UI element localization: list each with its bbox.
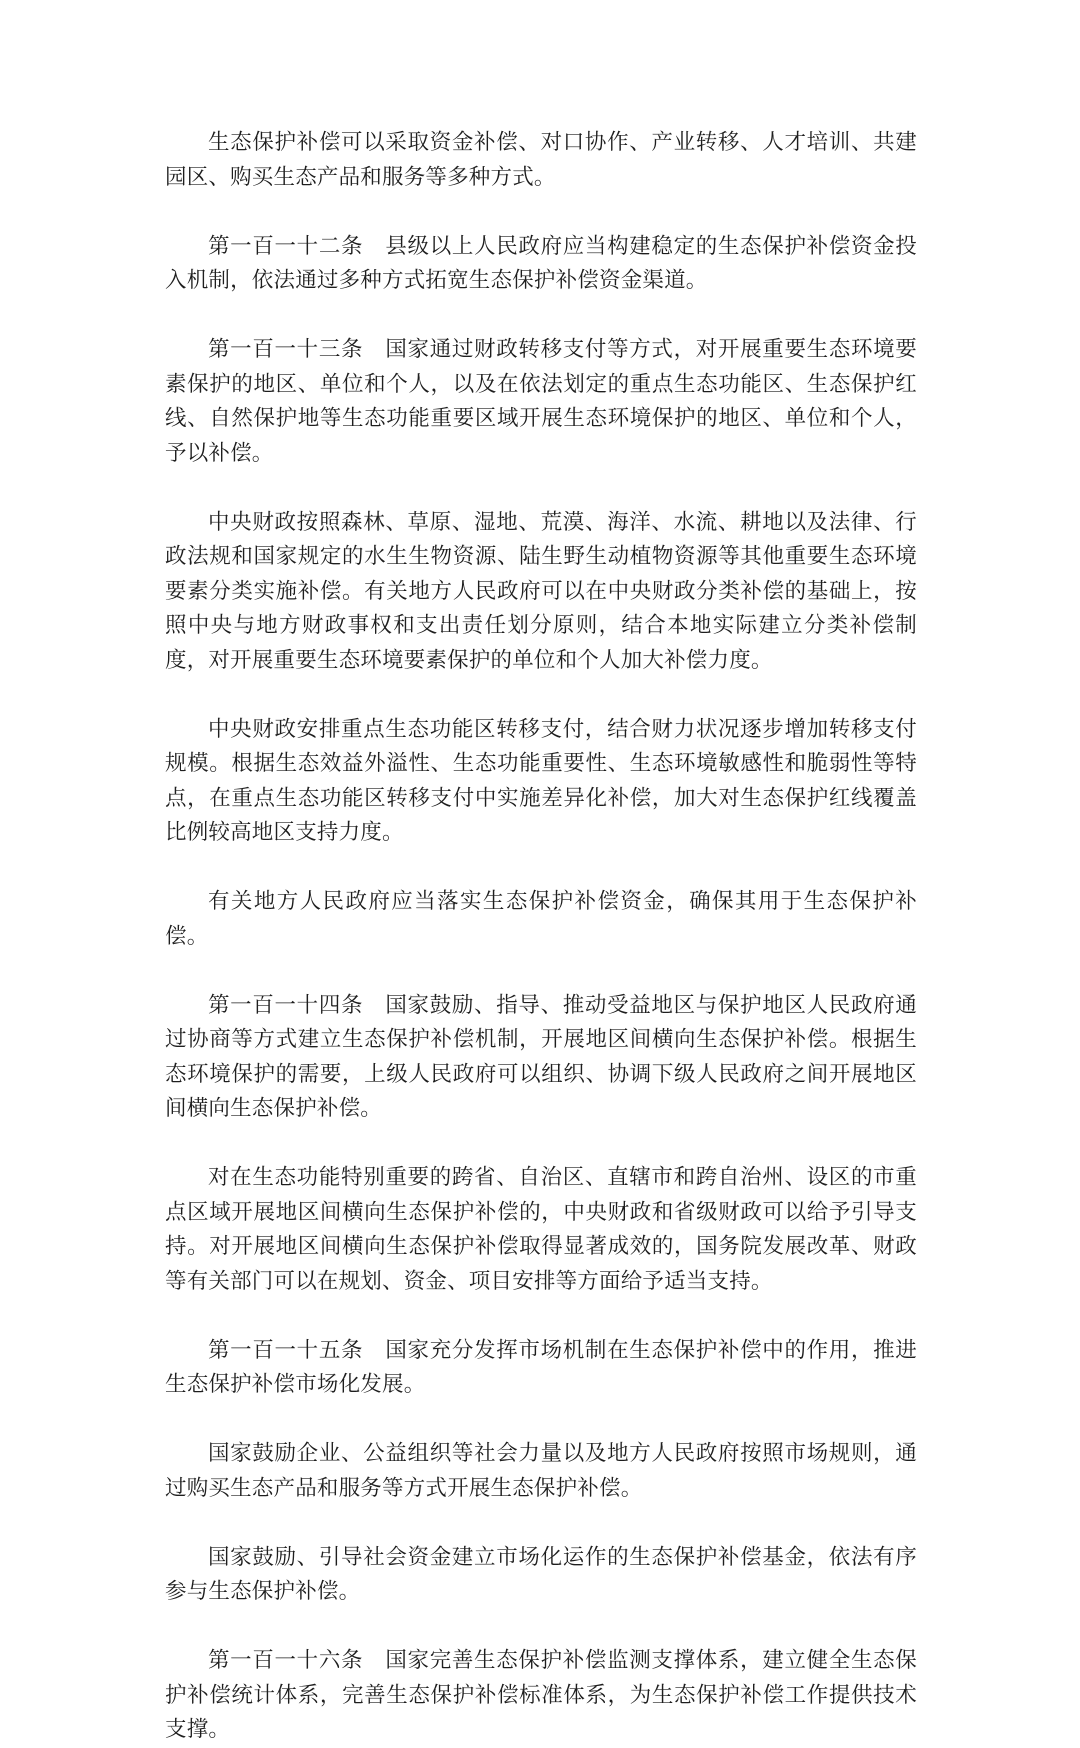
article-116-paragraph: 第一百一十六条 国家完善生态保护补偿监测支撑体系，建立健全生态保护补偿统计体系，完善生态保护补偿标准体系，为生态保护补偿工作提供技术支撑。 (165, 1648, 917, 1742)
paragraph-1: 生态保护补偿可以采取资金补偿、对口协作、产业转移、人才培训、共建园区、购买生态产品和服务等多种方式。 (165, 130, 917, 190)
paragraph-8: 对在生态功能特别重要的跨省、自治区、直辖市和跨自治州、设区的市重点区域开展地区间横向生态保护补偿的，中央财政和省级财政可以给予引导支持。对开展地区间横向生态保护补偿取得显著成效的，国务院发展改革、财政等有关部门可以在规划、资金、项目安排等方面给予适当支持。 (165, 1165, 917, 1294)
document-body (165, 126, 917, 1748)
paragraph-11: 国家鼓励、引导社会资金建立市场化运作的生态保护补偿基金，依法有序参与生态保护补偿。 (165, 1544, 917, 1604)
paragraph-5: 中央财政安排重点生态功能区转移支付，结合财力状况逐步增加转移支付规模。根据生态效益外溢性、生态功能重要性、生态环境敏感性和脆弱性等特点，在重点生态功能区转移支付中实施差异化补偿，加大对生态保护红线覆盖比例较高地区支持力度。 (165, 716, 917, 845)
article-113-paragraph: 第一百一十三条 国家通过财政转移支付等方式，对开展重要生态环境要素保护的地区、单位和个人，以及在依法划定的重点生态功能区、生态保护红线、自然保护地等生态功能重要区域开展生态环境保护的地区、单位和个人，予以补偿。 (165, 337, 917, 466)
paragraph-4: 中央财政按照森林、草原、湿地、荒漠、海洋、水流、耕地以及法律、行政法规和国家规定的水生生物资源、陆生野生动植物资源等其他重要生态环境要素分类实施补偿。有关地方人民政府可以在中央财政分类补偿的基础上，按照中央与地方财政事权和支出责任划分原则，结合本地实际建立分类补偿制度，对开展重要生态环境要素保护的单位和个人加大补偿力度。 (165, 509, 917, 673)
paragraph-6: 有关地方人民政府应当落实生态保护补偿资金，确保其用于生态保护补偿。 (165, 889, 917, 949)
article-114-paragraph: 第一百一十四条 国家鼓励、指导、推动受益地区与保护地区人民政府通过协商等方式建立生态保护补偿机制，开展地区间横向生态保护补偿。根据生态环境保护的需要，上级人民政府可以组织、协调下级人民政府之间开展地区间横向生态保护补偿。 (165, 992, 917, 1121)
paragraph-10: 国家鼓励企业、公益组织等社会力量以及地方人民政府按照市场规则，通过购买生态产品和服务等方式开展生态保护补偿。 (165, 1441, 917, 1501)
article-112-paragraph: 第一百一十二条 县级以上人民政府应当构建稳定的生态保护补偿资金投入机制，依法通过多种方式拓宽生态保护补偿资金渠道。 (165, 233, 917, 293)
article-115-paragraph: 第一百一十五条 国家充分发挥市场机制在生态保护补偿中的作用，推进生态保护补偿市场化发展。 (165, 1337, 917, 1397)
